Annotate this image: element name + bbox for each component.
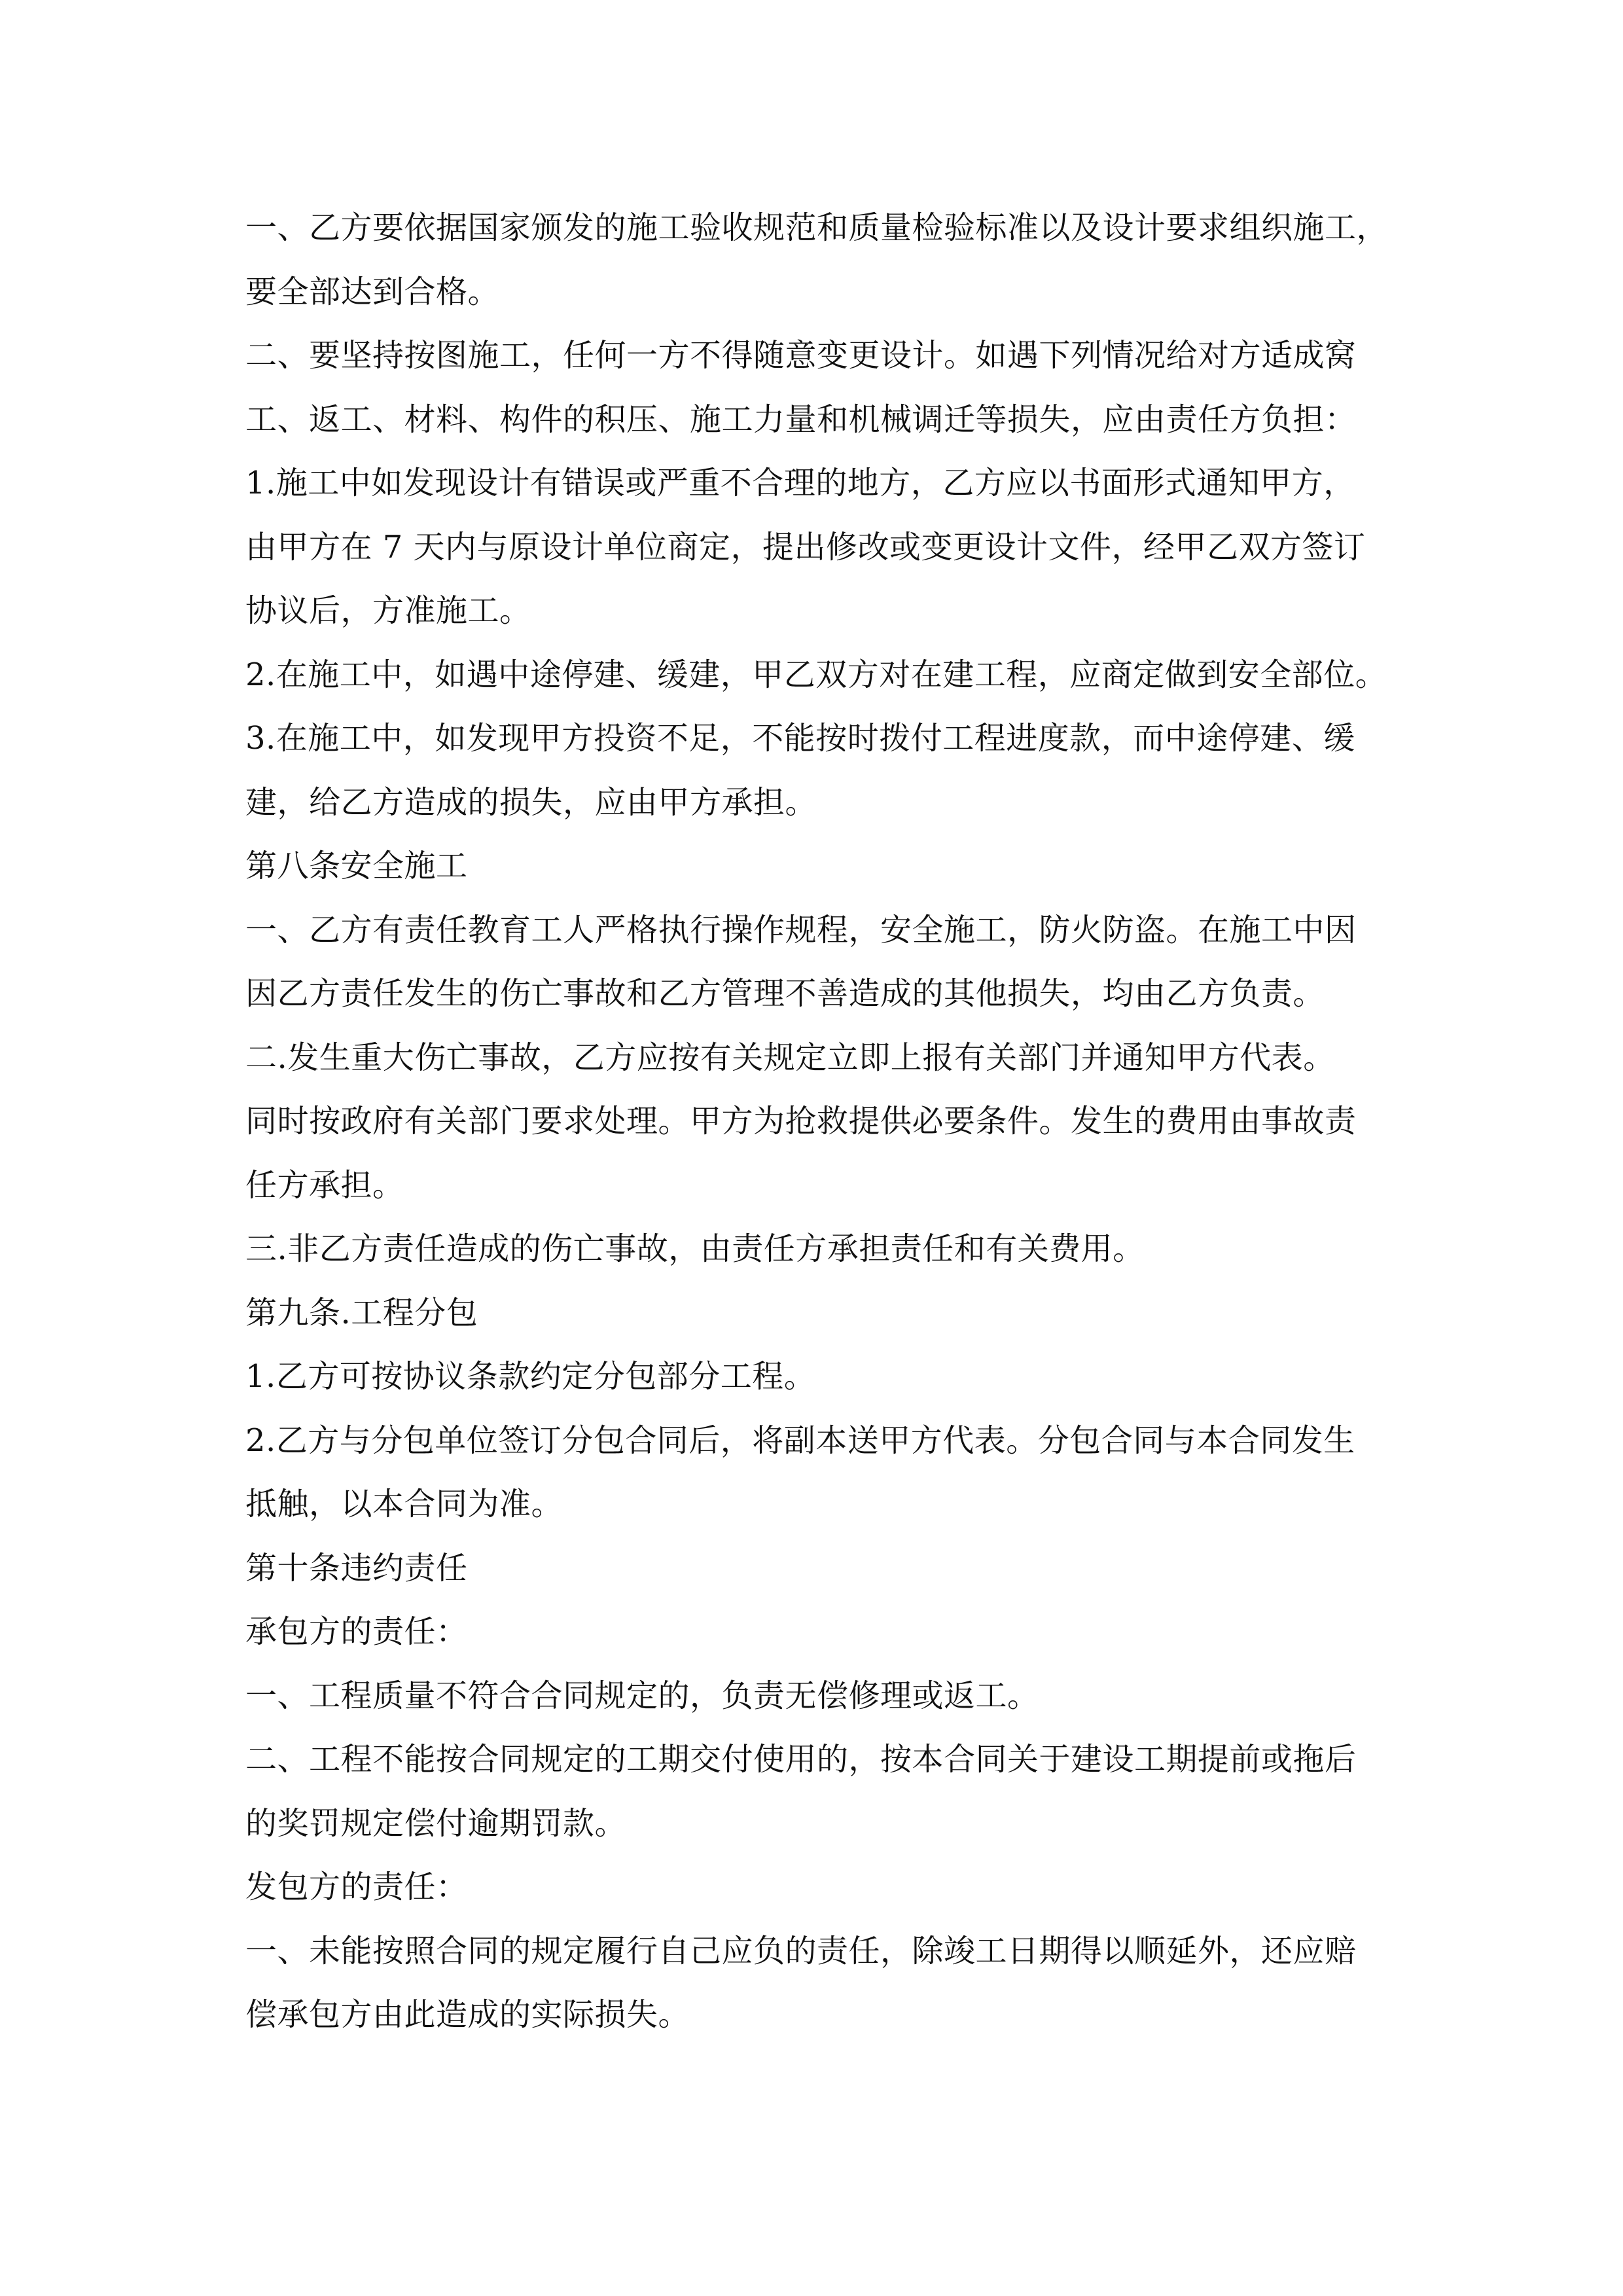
text-line: 要全部达到合格。 — [245, 273, 500, 310]
text-line: 2.乙方与分包单位签订分包合同后，将副本送甲方代表。分包合同与本合同发生 — [245, 1422, 1355, 1459]
text-line: 因乙方责任发生的伤亡事故和乙方管理不善造成的其他损失，均由乙方负责。 — [245, 975, 1325, 1012]
text-line: 二、要坚持按图施工，任何一方不得随意变更设计。如遇下列情况给对方适成窝 — [245, 337, 1357, 374]
text-line: 同时按政府有关部门要求处理。甲方为抢救提供必要条件。发生的费用由事故责 — [245, 1103, 1357, 1139]
text-line: 1.乙方可按协议条款约定分包部分工程。 — [245, 1358, 816, 1395]
subheading: 发包方的责任： — [245, 1869, 468, 1905]
contract-text — [245, 196, 1423, 2047]
text-line: 一、未能按照合同的规定履行自己应负的责任，除竣工日期得以顺延外，还应赔 — [245, 1932, 1357, 1969]
text-line: 一、乙方要依据国家颁发的施工验收规范和质量检验标准以及设计要求组织施工， — [245, 209, 1389, 246]
text-line: 1.施工中如发现设计有错误或严重不合理的地方，乙方应以书面形式通知甲方， — [245, 465, 1355, 501]
text-line: 一、工程质量不符合合同规定的，负责无偿修理或返工。 — [245, 1677, 1039, 1714]
section-heading: 第十条违约责任 — [245, 1549, 468, 1587]
text-line: 一、乙方有责任教育工人严格执行操作规程，安全施工，防火防盗。在施工中因 — [245, 911, 1357, 948]
text-line: 协议后，方准施工。 — [245, 592, 531, 629]
text-line: 任方承担。 — [245, 1166, 404, 1204]
text-line: 的奖罚规定偿付逾期罚款。 — [245, 1804, 627, 1842]
text-line: 二、工程不能按合同规定的工期交付使用的，按本合同关于建设工期提前或拖后 — [245, 1741, 1357, 1778]
text-line: 三.非乙方责任造成的伤亡事故，由责任方承担责任和有关费用。 — [245, 1230, 1145, 1267]
section-heading: 第九条.工程分包 — [245, 1294, 478, 1331]
text-line: 由甲方在 7 天内与原设计单位商定，提出修改或变更设计文件，经甲乙双方签订 — [245, 528, 1366, 565]
text-line: 建，给乙方造成的损失，应由甲方承担。 — [245, 783, 817, 821]
text-line: 抵触，以本合同为准。 — [245, 1486, 563, 1522]
text-line: 二.发生重大伤亡事故，乙方应按有关规定立即上报有关部门并通知甲方代表。 — [245, 1039, 1335, 1076]
text-line: 偿承包方由此造成的实际损失。 — [245, 1996, 690, 2033]
text-line: 工、返工、材料、构件的积压、施工力量和机械调迁等损失，应由责任方负担： — [245, 401, 1357, 438]
section-heading: 第八条安全施工 — [245, 848, 468, 884]
text-line: 3.在施工中，如发现甲方投资不足，不能按时拨付工程进度款，而中途停建、缓 — [245, 720, 1355, 757]
subheading: 承包方的责任： — [245, 1613, 468, 1650]
text-line: 2.在施工中，如遇中途停建、缓建，甲乙双方对在建工程，应商定做到安全部位。 — [245, 656, 1387, 693]
